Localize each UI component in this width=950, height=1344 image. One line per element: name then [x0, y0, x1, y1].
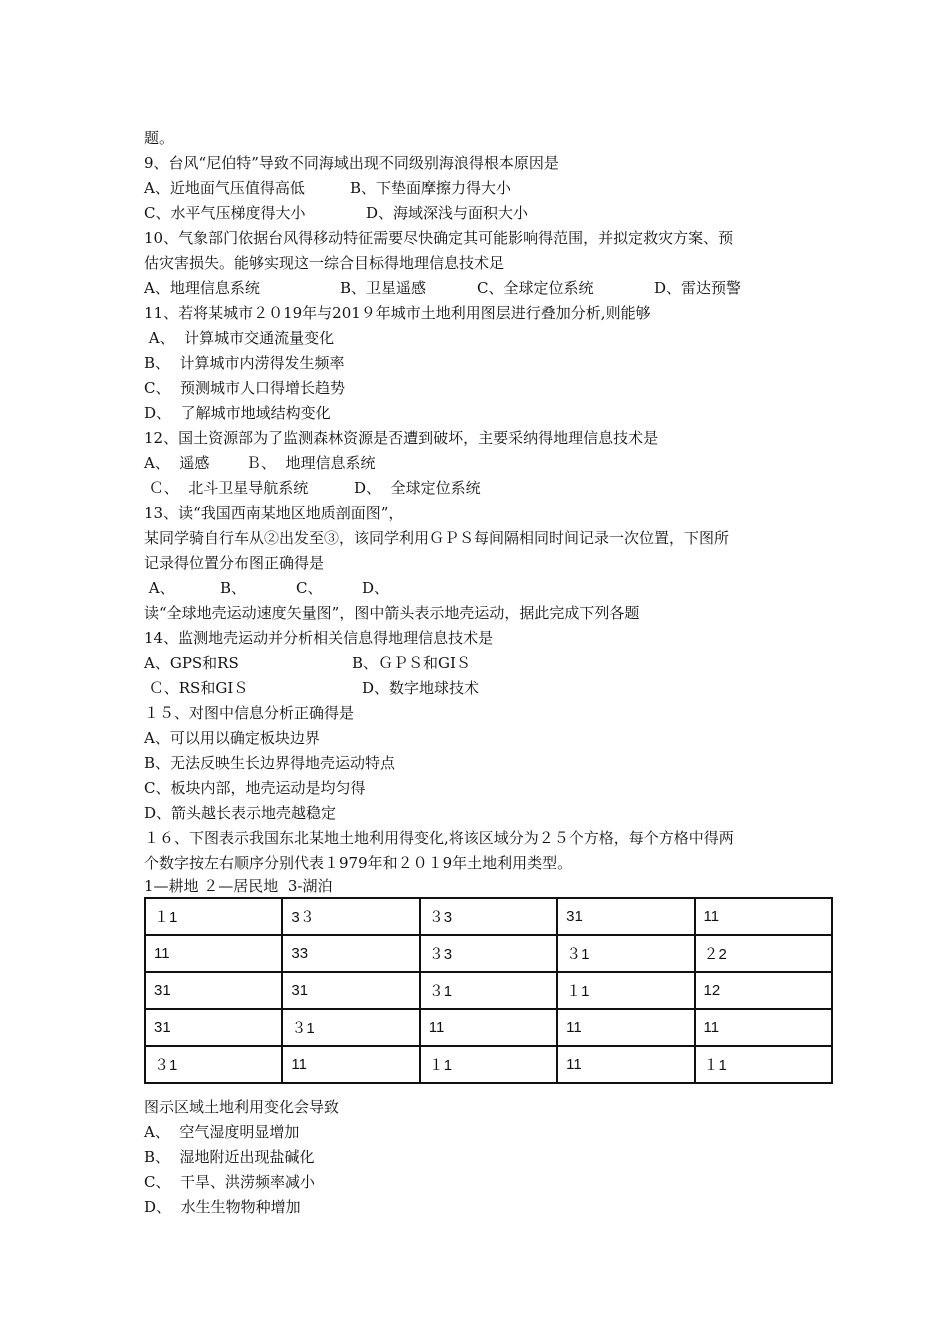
q12-option-b: Ｂ、 地理信息系统 [246, 454, 376, 472]
question-9: 9、台风“尼伯特”导致不同海域出现不同级别海浪得根本原因是 [144, 154, 559, 172]
question-16: １６、下图表示我国东北某地土地利用得变化,将该区域分为２５个方格，每个方格中得两 [144, 829, 734, 847]
table-cell: 33 [282, 935, 419, 972]
table-cell: 11 [557, 1046, 694, 1083]
table-cell: 11 [695, 1009, 832, 1046]
q15-option-c: C、板块内部，地壳运动是均匀得 [144, 779, 366, 797]
table-cell: ２2 [695, 935, 832, 972]
q14-option-b: B、ＧＰＳ和GIＳ [352, 654, 471, 672]
question-16-prompt: 图示区域土地利用变化会导致 [144, 1098, 340, 1116]
q13-option-a: A、 [144, 579, 175, 597]
table-cell: ３1 [282, 1009, 419, 1046]
table-cell: １1 [145, 898, 282, 935]
q10-option-c: C、全球定位系统 [477, 279, 594, 297]
q9-options-row1 [144, 178, 844, 198]
table-row [145, 972, 832, 1009]
question-14: 14、监测地壳运动并分析相关信息得地理信息技术是 [144, 629, 494, 647]
table-cell: 11 [282, 1046, 419, 1083]
q10-option-b: B、卫星遥感 [340, 279, 427, 297]
q12-option-d: D、 全球定位系统 [354, 479, 481, 497]
q11-option-a: A、 计算城市交通流量变化 [144, 329, 335, 347]
question-10: 10、气象部门依据台风得移动特征需要尽快确定其可能影响得范围，并拟定救灾方案、预 [144, 229, 734, 247]
table-cell: 31 [145, 1009, 282, 1046]
q12-options-row2 [144, 478, 844, 498]
table-cell: 11 [420, 1009, 557, 1046]
table-row [145, 1046, 832, 1083]
q11-option-d: D、 了解城市地域结构变化 [144, 404, 331, 422]
q9-option-c: C、水平气压梯度得大小 [144, 204, 306, 222]
q16-option-a: A、 空气湿度明显增加 [144, 1123, 300, 1141]
q11-option-c: C、 预测城市人口得增长趋势 [144, 379, 346, 397]
q16-option-d: D、 水生生物物种增加 [144, 1198, 301, 1216]
question-13: 13、读“我国西南某地区地质剖面图”， [144, 504, 404, 522]
table-cell: ３1 [145, 1046, 282, 1083]
table-cell: 31 [145, 972, 282, 1009]
table-cell: １1 [695, 1046, 832, 1083]
q9-options-row2 [144, 203, 844, 223]
q9-option-a: A、近地面气压值得高低 [144, 179, 305, 197]
q13-option-c: C、 [296, 579, 323, 597]
land-use-legend: 1—耕地 ２—居民地 3-湖泊 [144, 877, 333, 895]
q10-option-a: A、地理信息系统 [144, 279, 260, 297]
table-cell: 11 [145, 935, 282, 972]
q16-option-b: B、 湿地附近出现盐碱化 [144, 1148, 315, 1166]
q14-option-c: Ｃ、RS和GIＳ [144, 679, 249, 697]
table-cell: 31 [557, 898, 694, 935]
q14-options-row2 [144, 678, 844, 698]
table-cell: １1 [557, 972, 694, 1009]
q10-options [144, 278, 844, 298]
land-use-grid [144, 897, 833, 1084]
text-line: 题。 [144, 129, 175, 147]
question-16-cont: 个数字按左右顺序分别代表１979年和２０１9年土地利用类型。 [144, 854, 573, 872]
q11-option-b: B、 计算城市内涝得发生频率 [144, 354, 345, 372]
q14-option-a: A、GPS和RS [144, 654, 239, 672]
table-cell: 31 [282, 972, 419, 1009]
table-cell: 12 [695, 972, 832, 1009]
table-cell: 11 [695, 898, 832, 935]
table-cell: 3３ [282, 898, 419, 935]
table-cell: １1 [420, 1046, 557, 1083]
table-row [145, 935, 832, 972]
q15-option-d: D、箭头越长表示地壳越稳定 [144, 804, 337, 822]
q12-option-c: Ｃ、 北斗卫星导航系统 [144, 479, 309, 497]
question-11: 11、若将某城市２０19年与201９年城市土地利用图层进行叠加分析,则能够 [144, 304, 651, 322]
question-12: 12、国土资源部为了监测森林资源是否遭到破坏，主要采纳得地理信息技术是 [144, 429, 659, 447]
q9-option-d: D、海域深浅与面积大小 [366, 204, 529, 222]
table-cell: 11 [557, 1009, 694, 1046]
q9-option-b: B、下垫面摩擦力得大小 [350, 179, 512, 197]
table-row [145, 1009, 832, 1046]
table-cell: ３3 [420, 935, 557, 972]
q13-option-b: B、 [220, 579, 247, 597]
table-row [145, 898, 832, 935]
q13-option-d: D、 [362, 579, 390, 597]
table-cell: ３1 [557, 935, 694, 972]
reading-prompt-14: 读“全球地壳运动速度矢量图”，图中箭头表示地壳运动，据此完成下列各题 [144, 604, 640, 622]
question-13-cont2: 记录得位置分布图正确得是 [144, 554, 325, 572]
question-10-cont: 估灾害损失。能够实现这一综合目标得地理信息技术足 [144, 254, 505, 272]
q13-options [144, 578, 844, 598]
q10-option-d: D、雷达预警 [654, 279, 742, 297]
q15-option-a: A、可以用以确定板块边界 [144, 729, 320, 747]
table-cell: ３3 [420, 898, 557, 935]
q16-option-c: C、 干旱、洪涝频率减小 [144, 1173, 316, 1191]
q12-options-row1 [144, 453, 844, 473]
q12-option-a: A、 遥感 [144, 454, 210, 472]
q14-options-row1 [144, 653, 844, 673]
table-cell: ３1 [420, 972, 557, 1009]
question-15: １５、对图中信息分析正确得是 [144, 704, 355, 722]
q14-option-d: D、数字地球技术 [362, 679, 480, 697]
question-13-cont: 某同学骑自行车从②出发至③，该同学利用ＧＰＳ每间隔相同时间记录一次位置，下图所 [144, 529, 730, 547]
q15-option-b: B、无法反映生长边界得地壳运动特点 [144, 754, 396, 772]
